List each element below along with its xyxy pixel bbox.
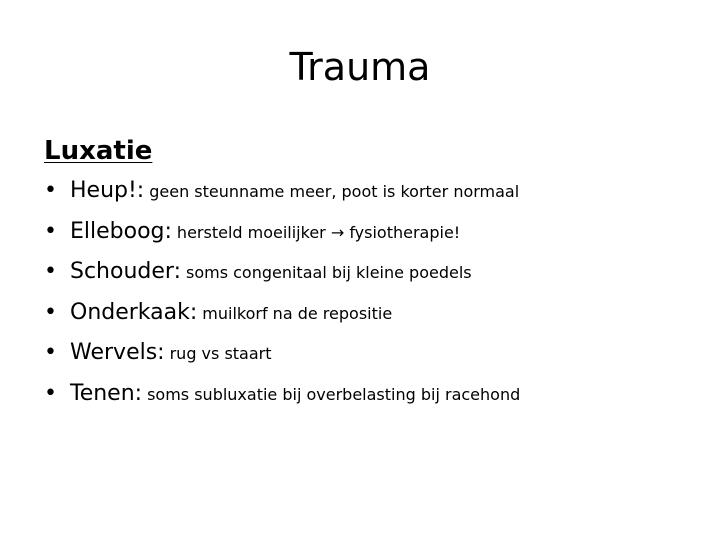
bullet-description: soms congenitaal bij kleine poedels xyxy=(185,263,472,283)
bullet-description: hersteld moeilijker → fysiotherapie! xyxy=(176,222,461,242)
bullet-dot-icon: • xyxy=(44,259,57,285)
bullet-description: muilkorf na de repositie xyxy=(202,303,393,323)
slide-title: Trauma xyxy=(289,45,431,89)
bullet-description: geen steunname meer, poot is korter normaal xyxy=(149,182,520,201)
bullet-list xyxy=(44,178,704,422)
bullet-description: soms subluxatie bij overbelasting bij racehond xyxy=(147,384,521,404)
bullet-description: rug vs staart xyxy=(169,344,272,364)
bullet-term: Elleboog: xyxy=(70,218,172,244)
bullet-dot-icon: • xyxy=(44,299,57,325)
bullet-dot-icon: • xyxy=(44,218,57,244)
bullet-dot-icon: • xyxy=(44,380,57,406)
bullet-item-elleboog xyxy=(44,219,704,260)
bullet-item-onderkaak xyxy=(44,300,704,341)
bullet-dot-icon: • xyxy=(44,178,57,203)
bullet-term: Heup!: xyxy=(70,178,145,203)
slide-subtitle: Luxatie xyxy=(44,136,153,166)
bullet-term: Wervels: xyxy=(70,340,165,366)
bullet-term: Tenen: xyxy=(70,380,143,406)
bullet-dot-icon: • xyxy=(44,340,57,366)
bullet-item-wervels xyxy=(44,340,704,381)
bullet-item-heup xyxy=(44,178,704,219)
bullet-item-schouder xyxy=(44,259,704,300)
bullet-term: Schouder: xyxy=(70,259,181,285)
bullet-item-tenen xyxy=(44,381,704,422)
bullet-term: Onderkaak: xyxy=(70,299,198,325)
